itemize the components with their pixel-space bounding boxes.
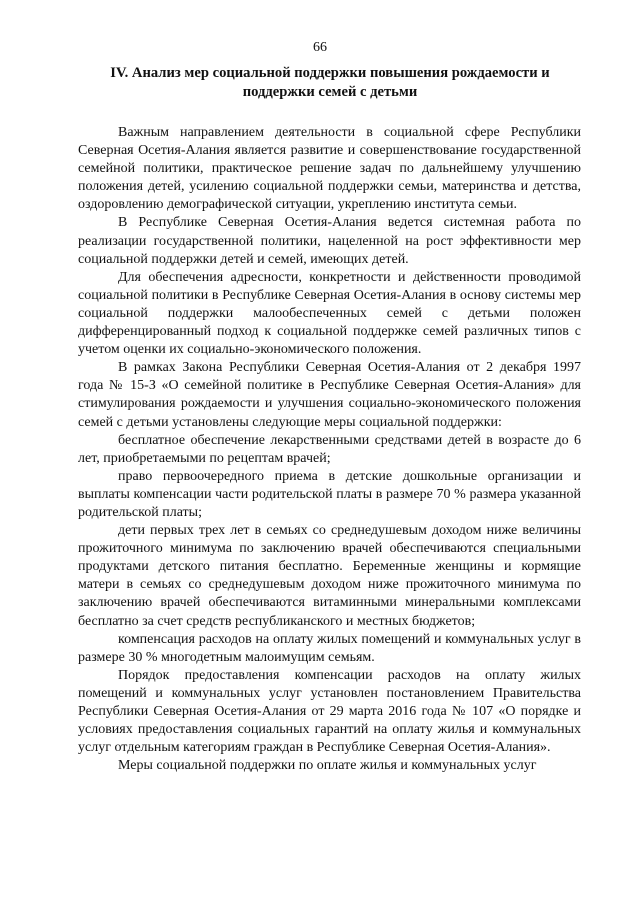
list-item-housing-compensation: компенсация расходов на оплату жилых помещений и коммунальных услуг в размере 30 % многодетным малоимущим семьям.	[78, 631, 581, 665]
list-item-preschool: право первоочередного приема в детские дошкольные организации и выплаты компенсации части родительской платы в размере 70 % размера указанной родительской платы;	[78, 468, 581, 520]
paragraph-system-work: В Республике Северная Осетия-Алания ведется системная работа по реализации государственной политики, нацеленной на рост эффективности мер социальной поддержки детей и семей, имеющих детей.	[78, 215, 581, 267]
paragraph-continued: Меры социальной поддержки по оплате жилья и коммунальных услуг	[118, 758, 537, 774]
paragraph-procedure: Порядок предоставления компенсации расходов на оплату жилых помещений и коммунальных услуг установлен постановлением Правительства Республики Северная Осетия-Алания от 29 марта 2016 года № 107 «О порядке и условиях предоставления социальных гарантий на оплату жилья и коммунальных услуг отдельным категориям граждан в Республике Северная Осетия-Алания».	[78, 667, 581, 756]
document-body	[78, 124, 581, 775]
list-item-medicines: бесплатное обеспечение лекарственными средствами детей в возрасте до 6 лет, приобретаемыми по рецептам врачей;	[78, 432, 581, 466]
paragraph-targeting: Для обеспечения адресности, конкретности и действенности проводимой социальной политики в Республике Северная Осетия-Алания в основу системы мер социальной поддержки малообеспеченных семей с детьми положен дифференцированный подход к социальной поддержке семей различных типов с учетом оценки их социально-экономического положения.	[78, 269, 581, 358]
page-number: 66	[313, 40, 327, 55]
section-heading: IV. Анализ мер социальной поддержки повышения рождаемости и поддержки семей с детьми	[110, 65, 550, 100]
paragraph-intro: Важным направлением деятельности в социальной сфере Республики Северная Осетия-Алания является развитие и совершенствование государственной семейной политики, практическое решение задач по дальнейшему улучшению положения детей, усилению социальной поддержки семьи, материнства и детства, оздоровлению демографической ситуации, укреплению института семьи.	[78, 125, 581, 213]
list-item-child-nutrition: дети первых трех лет в семьях со среднедушевым доходом ниже величины прожиточного минимума по заключению врачей обеспечиваются специальными продуктами детского питания бесплатно. Беременные женщины и кормящие матери в семьях со среднедушевым доходом ниже прожиточного минимума по заключению врачей обеспечиваются витаминными минеральными комплексами бесплатно за счет средств республиканского и местных бюджетов;	[78, 523, 581, 629]
paragraph-law: В рамках Закона Республики Северная Осетия-Алания от 2 декабря 1997 года № 15-З «О семейной политике в Республике Северная Осетия-Алания» для стимулирования рождаемости и улучшения социально-экономического положения семей с детьми установлены следующие меры социальной поддержки:	[78, 360, 581, 430]
